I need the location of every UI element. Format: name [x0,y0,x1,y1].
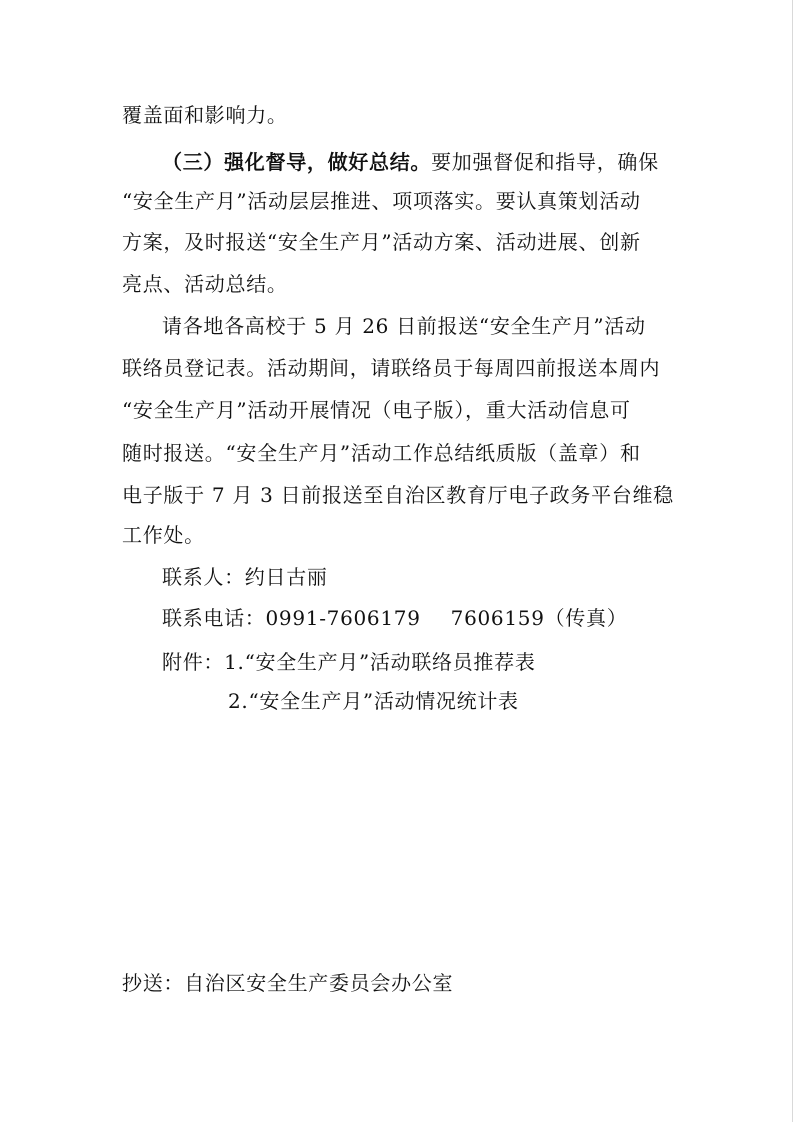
paragraph-line: 方案，及时报送“安全生产月”活动方案、活动进展、创新 [122,230,641,254]
attachment-item-2: 2.“安全生产月”活动情况统计表 [228,689,519,713]
contact-person: 联系人：约日古丽 [162,565,328,589]
contact-phone: 联系电话：0991-7606179 [162,606,421,630]
paragraph-text: 要加强督促和指导，确保 [431,150,659,174]
paragraph-line: 请各地各高校于 5 月 26 日前报送“安全生产月”活动 [162,314,646,338]
paragraph-line: “安全生产月”活动层层推进、项项落实。要认真策划活动 [122,189,641,213]
section-heading: （三）强化督导，做好总结。 [162,150,432,174]
paragraph-line: 随时报送。“安全生产月”活动工作总结纸质版（盖章）和 [122,441,641,465]
paragraph-line: 亮点、活动总结。 [122,272,288,296]
paragraph-line: “安全生产月”活动开展情况（电子版），重大活动信息可 [122,398,631,422]
section-heading-line [162,150,659,174]
paragraph-line: 联络员登记表。活动期间，请联络员于每周四前报送本周内 [122,356,661,380]
cc-line: 抄送：自治区安全生产委员会办公室 [122,971,454,995]
paragraph-line: 覆盖面和影响力。 [122,103,288,127]
contact-fax: 7606159（传真） [450,606,628,630]
paragraph-line: 电子版于 7 月 3 日前报送至自治区教育厅电子政务平台维稳 [122,483,674,507]
contact-phone-line [162,606,627,630]
paragraph-line: 工作处。 [122,523,205,547]
attachment-item-1: 附件：1.“安全生产月”活动联络员推荐表 [162,650,536,674]
